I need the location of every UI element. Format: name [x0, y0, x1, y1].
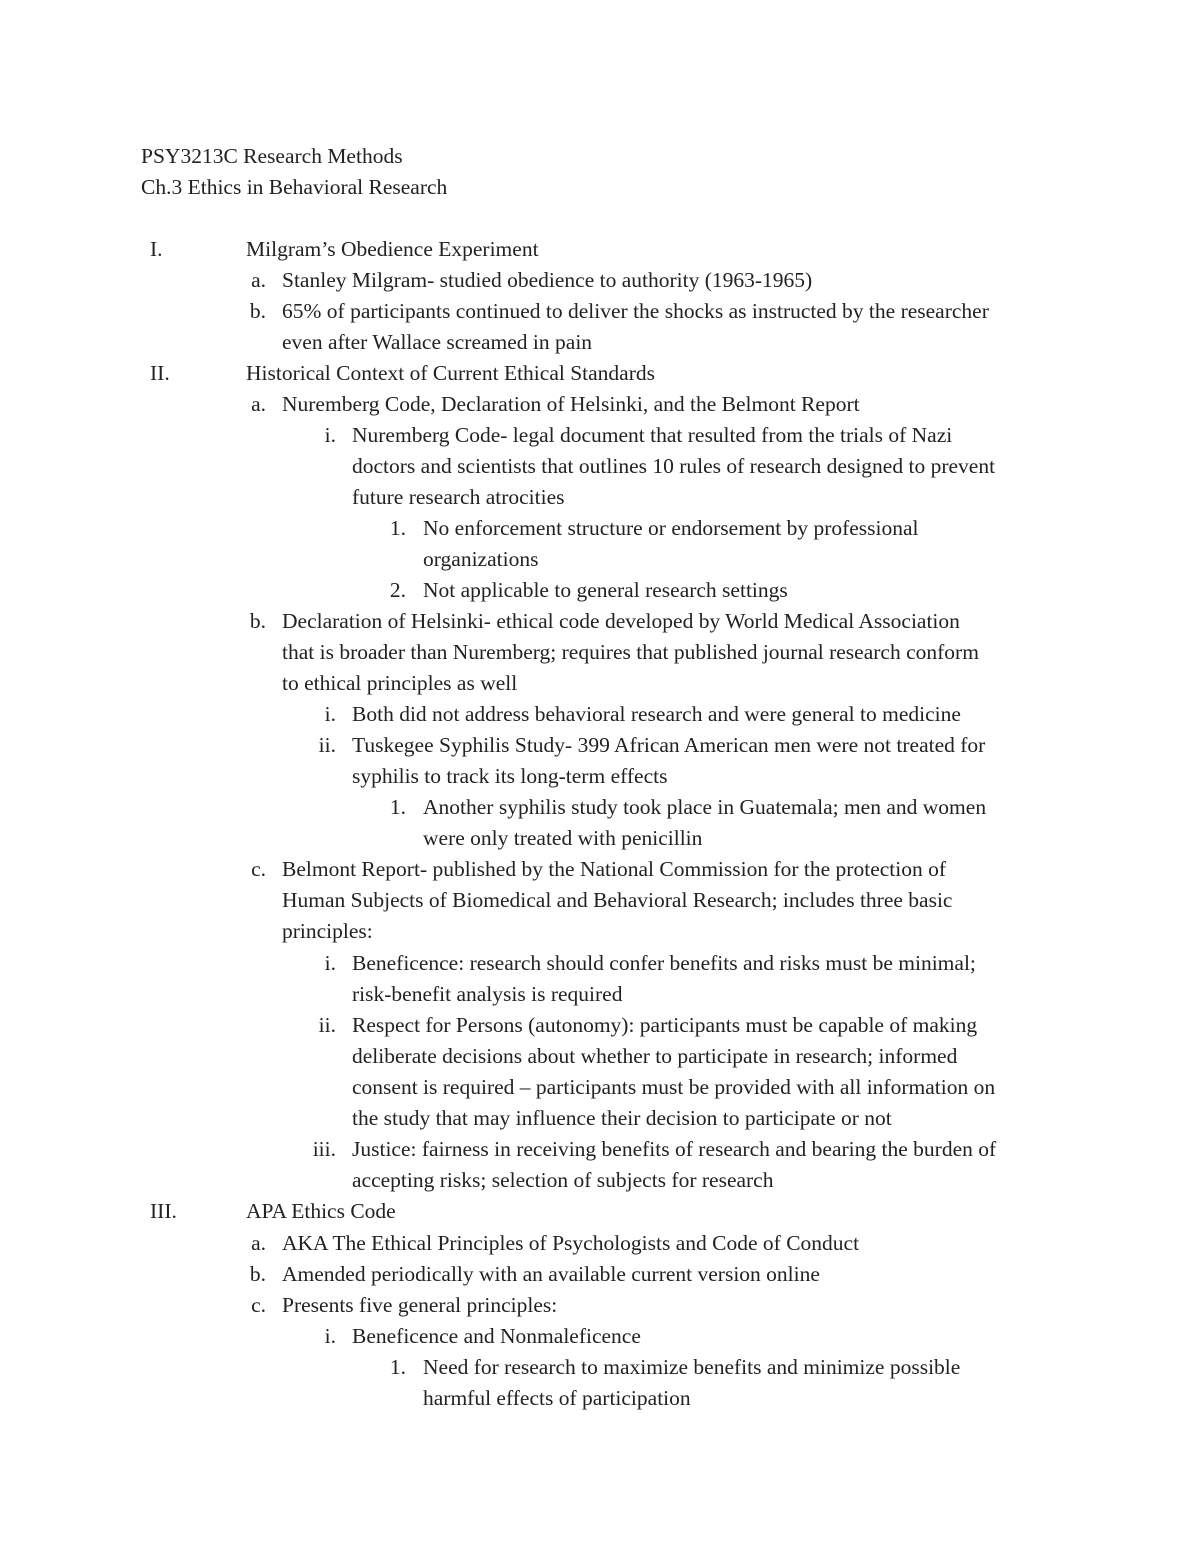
subitem-text: Tuskegee Syphilis Study- 399 African American men were not treated for	[352, 733, 986, 757]
section-marker: II.	[150, 361, 170, 385]
item-marker: a.	[251, 392, 266, 416]
subitem-text: Respect for Persons (autonomy): participants must be capable of making	[352, 1013, 978, 1037]
subitem-text: the study that may influence their decision to participate or not	[352, 1106, 892, 1130]
subitem-text: future research atrocities	[352, 485, 565, 509]
item-marker: a.	[251, 268, 266, 292]
subitem-marker: i.	[324, 951, 336, 975]
numbered-marker: 2.	[389, 578, 406, 602]
item-marker: a.	[251, 1231, 266, 1255]
item-text: Presents five general principles:	[282, 1293, 558, 1317]
chapter-title: Ch.3 Ethics in Behavioral Research	[141, 175, 448, 199]
item-marker: c.	[251, 857, 266, 881]
item-text: principles:	[282, 919, 373, 943]
item-text: Nuremberg Code, Declaration of Helsinki, and the Belmont Report	[282, 392, 860, 416]
section-marker: III.	[150, 1199, 177, 1223]
item-marker: b.	[249, 1262, 266, 1286]
section-marker: I.	[150, 237, 163, 261]
numbered-text: Not applicable to general research settings	[423, 578, 788, 602]
numbered-marker: 1.	[389, 795, 406, 819]
numbered-text: harmful effects of participation	[423, 1386, 691, 1410]
item-text: Stanley Milgram- studied obedience to authority (1963-1965)	[282, 268, 813, 292]
subitem-marker: iii.	[312, 1137, 336, 1161]
item-text: that is broader than Nuremberg; requires that published journal research conform	[282, 640, 979, 664]
subitem-text: Nuremberg Code- legal document that resulted from the trials of Nazi	[352, 423, 953, 447]
subitem-text: deliberate decisions about whether to participate in research; informed	[352, 1044, 958, 1068]
subitem-text: consent is required – participants must be provided with all information on	[352, 1075, 996, 1099]
subitem-text: syphilis to track its long-term effects	[352, 764, 668, 788]
subitem-text: risk-benefit analysis is required	[352, 982, 623, 1006]
item-text: Amended periodically with an available current version online	[282, 1262, 820, 1286]
numbered-text: were only treated with penicillin	[423, 826, 703, 850]
item-text: even after Wallace screamed in pain	[282, 330, 593, 354]
numbered-text: Need for research to maximize benefits and minimize possible	[423, 1355, 961, 1379]
numbered-text: No enforcement structure or endorsement by professional	[423, 516, 919, 540]
course-title: PSY3213C Research Methods	[141, 144, 403, 168]
numbered-text: Another syphilis study took place in Guatemala; men and women	[423, 795, 987, 819]
item-marker: c.	[251, 1293, 266, 1317]
item-text: Belmont Report- published by the National Commission for the protection of	[282, 857, 947, 881]
subitem-text: Justice: fairness in receiving benefits of research and bearing the burden of	[352, 1137, 997, 1161]
item-text: to ethical principles as well	[282, 671, 518, 695]
subitem-text: Both did not address behavioral research and were general to medicine	[352, 702, 961, 726]
subitem-text: Beneficence: research should confer benefits and risks must be minimal;	[352, 951, 976, 975]
subitem-marker: i.	[324, 702, 336, 726]
subitem-marker: ii.	[318, 1013, 336, 1037]
section-heading: Milgram’s Obedience Experiment	[246, 237, 539, 261]
numbered-text: organizations	[423, 547, 539, 571]
section-heading: APA Ethics Code	[246, 1199, 396, 1223]
numbered-marker: 1.	[389, 516, 406, 540]
subitem-marker: i.	[324, 423, 336, 447]
subitem-marker: i.	[324, 1324, 336, 1348]
item-marker: b.	[249, 609, 266, 633]
subitem-text: accepting risks; selection of subjects for research	[352, 1168, 774, 1192]
subitem-text: Beneficence and Nonmaleficence	[352, 1324, 641, 1348]
subitem-text: doctors and scientists that outlines 10 rules of research designed to prevent	[352, 454, 996, 478]
item-text: Declaration of Helsinki- ethical code developed by World Medical Association	[282, 609, 960, 633]
subitem-marker: ii.	[318, 733, 336, 757]
section-heading: Historical Context of Current Ethical Standards	[246, 361, 656, 385]
numbered-marker: 1.	[389, 1355, 406, 1379]
item-marker: b.	[249, 299, 266, 323]
item-text: 65% of participants continued to deliver the shocks as instructed by the researcher	[282, 299, 989, 323]
item-text: AKA The Ethical Principles of Psychologists and Code of Conduct	[282, 1231, 860, 1255]
item-text: Human Subjects of Biomedical and Behavioral Research; includes three basic	[282, 888, 953, 912]
